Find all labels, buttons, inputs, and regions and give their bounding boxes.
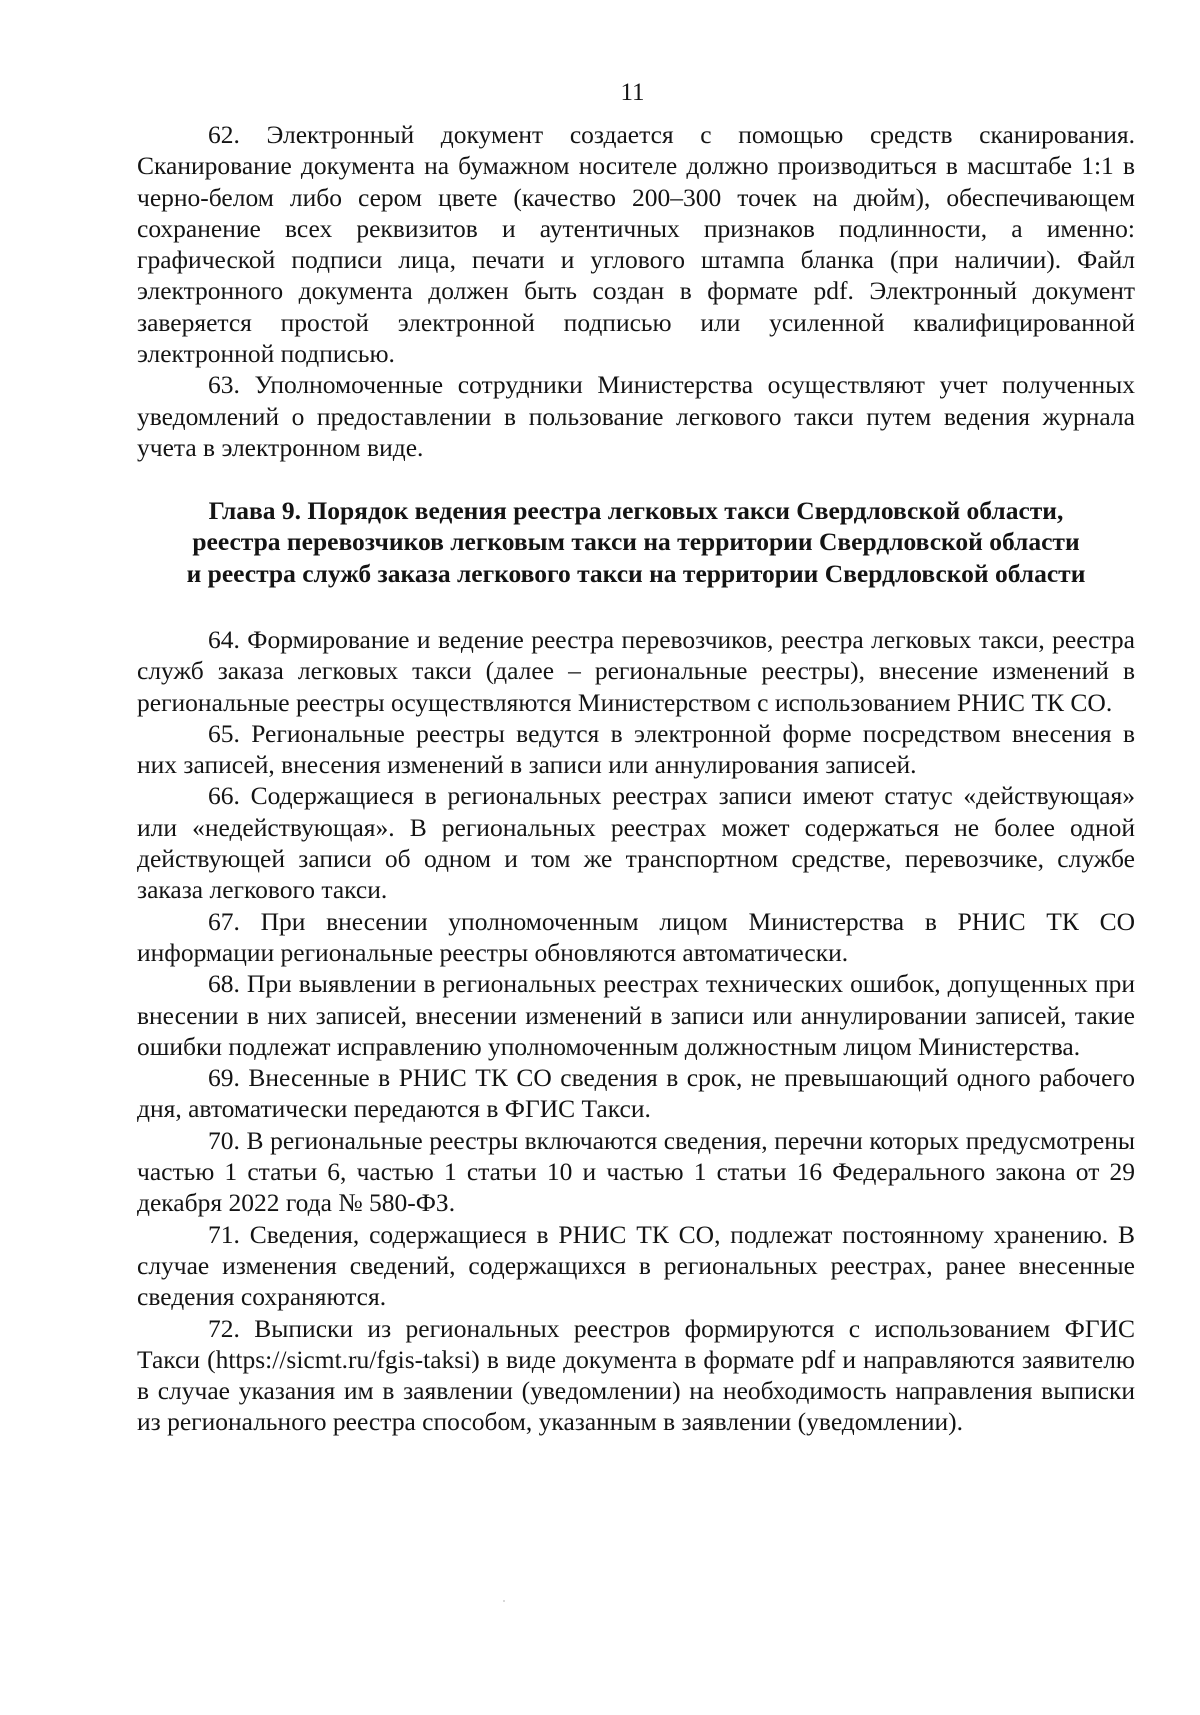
chapter-body <box>137 624 1135 1438</box>
paragraph-63: 63. Уполномоченные сотрудники Министерства осуществляют учет полученных уведомлений о предоставлении в пользование легкового такси путем ведения журнала учета в электронном виде. <box>137 370 1135 462</box>
section-top <box>137 119 1135 463</box>
paragraph-69: 69. Внесенные в РНИС ТК СО сведения в срок, не превышающий одного рабочего дня, автоматически передаются в ФГИС Такси. <box>137 1063 1135 1124</box>
paragraph-68: 68. При выявлении в региональных реестрах технических ошибок, допущенных при внесении в них записей, внесении изменений в записи или аннулировании записей, такие ошибки подлежат исправлению уполномоченным должностным лицом Министерства. <box>137 969 1135 1061</box>
chapter-heading <box>137 495 1135 589</box>
paragraph-66: 66. Содержащиеся в региональных реестрах записи имеют статус «действующая» или «недействующая». В региональных реестрах может содержаться не более одной действующей записи об одном и том же транспортном средстве, перевозчике, службе заказа легкового такси. <box>137 781 1135 905</box>
paragraph-72: 72. Выписки из региональных реестров формируются с использованием ФГИС Такси (https://sicmt.ru/fgis-taksi) в виде документа в формате pdf и направляются заявителю в случае указания им в заявлении (уведомлении) на необходимость направления выписки из регионального реестра способом, указанным в заявлении (уведомлении). <box>137 1313 1135 1437</box>
paragraph-65: 65. Региональные реестры ведутся в электронной форме посредством внесения в них записей, внесения изменений в записи или аннулирования записей. <box>137 718 1135 780</box>
page-number: 11 <box>620 79 645 106</box>
paragraph-62: 62. Электронный документ создается с помощью средств сканирования. Сканирование документа на бумажном носителе должно производиться в масштабе 1:1 в черно-белом либо сером цвете (качество 200–300 точек на дюйм), обеспечивающем сохранение всех реквизитов и аутентичных признаков подлинности, а именно: графической подписи лица, печати и углового штампа бланка (при наличии). Файл электронного документа должен быть создан в формате pdf. Электронный документ заверяется простой электронной подписью или усиленной квалифицированной электронной подписью. <box>137 120 1135 369</box>
scan-artifact <box>503 1600 505 1602</box>
chapter-heading-line-2: реестра перевозчиков легковым такси на территории Свердловской области <box>192 527 1080 557</box>
paragraph-70: 70. В региональные реестры включаются сведения, перечни которых предусмотрены частью 1 статьи 6, частью 1 статьи 10 и частью 1 статьи 16 Федерального закона от 29 декабря 2022 года № 580-ФЗ. <box>137 1125 1135 1218</box>
chapter-heading-line-1: Глава 9. Порядок ведения реестра легковых такси Свердловской области, <box>208 496 1064 525</box>
paragraph-71: 71. Сведения, содержащиеся в РНИС ТК СО, подлежат постоянному хранению. В случае изменения сведений, содержащихся в региональных реестрах, ранее внесенные сведения сохраняются. <box>137 1219 1135 1312</box>
paragraph-64: 64. Формирование и ведение реестра перевозчиков, реестра легковых такси, реестра служб заказа легковых такси (далее – региональные реестры), внесение изменений в региональные реестры осуществляются Министерством с использованием РНИС ТК СО. <box>137 625 1135 717</box>
chapter-heading-line-3: и реестра служб заказа легкового такси на территории Свердловской области <box>186 558 1086 588</box>
paragraph-67: 67. При внесении уполномоченным лицом Министерства в РНИС ТК СО информации региональные реестры обновляются автоматически. <box>137 906 1135 967</box>
